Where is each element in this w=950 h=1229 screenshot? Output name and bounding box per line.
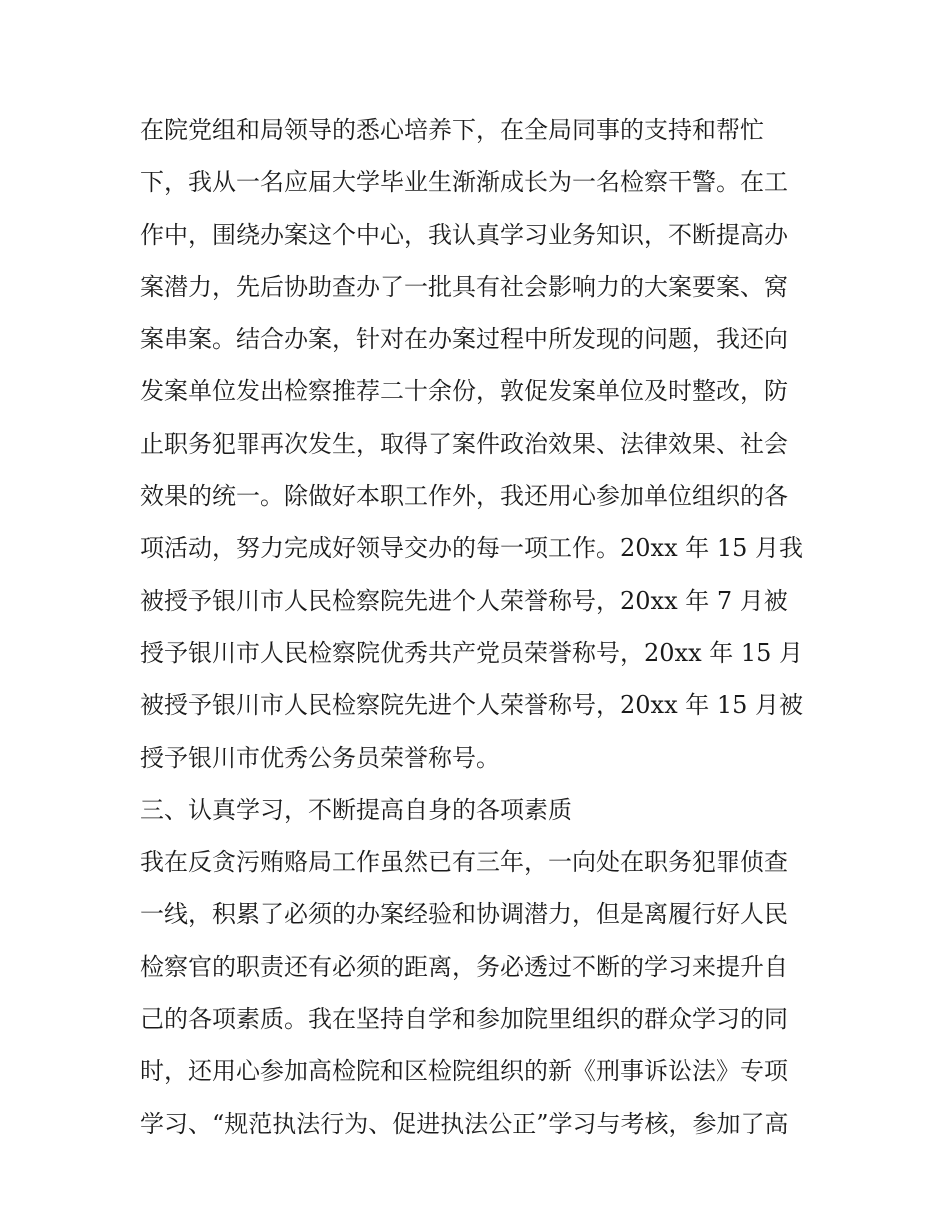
- text-line: 授予银川市优秀公务员荣誉称号。: [140, 743, 500, 772]
- text-line: 作中，围绕办案这个中心，我认真学习业务知识，不断提高办: [140, 220, 788, 249]
- text-line: 一线，积累了必须的办案经验和协调潜力，但是离履行好人民: [140, 900, 788, 929]
- text-line: 下，我从一名应届大学毕业生渐渐成长为一名检察干警。在工: [140, 168, 788, 197]
- text-line: 授予银川市人民检察院优秀共产党员荣誉称号，20xx 年 15 月: [140, 638, 804, 667]
- text-line: 我在反贪污贿赂局工作虽然已有三年，一向处在职务犯罪侦查: [140, 848, 788, 877]
- document-body: [140, 104, 820, 1150]
- text-line: 案潜力，先后协助查办了一批具有社会影响力的大案要案、窝: [140, 272, 788, 301]
- text-line: 被授予银川市人民检察院先进个人荣誉称号，20xx 年 15 月被: [140, 691, 804, 720]
- text-line: 效果的统一。除做好本职工作外，我还用心参加单位组织的各: [140, 482, 788, 511]
- text-line: 被授予银川市人民检察院先进个人荣誉称号，20xx 年 7 月被: [140, 586, 788, 615]
- text-line: 项活动，努力完成好领导交办的每一项工作。20xx 年 15 月我: [140, 534, 804, 563]
- text-line: 发案单位发出检察推荐二十余份，敦促发案单位及时整改，防: [140, 377, 788, 406]
- section-heading: 三、认真学习，不断提高自身的各项素质: [140, 795, 572, 824]
- text-line: 学习、“规范执法行为、促进执法公正”学习与考核，参加了高: [140, 1109, 789, 1138]
- text-line: 己的各项素质。我在坚持自学和参加院里组织的群众学习的同: [140, 1005, 788, 1034]
- text-line: 案串案。结合办案，针对在办案过程中所发现的问题，我还向: [140, 325, 788, 354]
- text-line: 止职务犯罪再次发生，取得了案件政治效果、法律效果、社会: [140, 429, 788, 458]
- text-line: 检察官的职责还有必须的距离，务必透过不断的学习来提升自: [140, 952, 788, 981]
- text-line: 时，还用心参加高检院和区检院组织的新《刑事诉讼法》专项: [140, 1057, 788, 1086]
- text-line: 在院党组和局领导的悉心培养下，在全局同事的支持和帮忙: [140, 116, 764, 144]
